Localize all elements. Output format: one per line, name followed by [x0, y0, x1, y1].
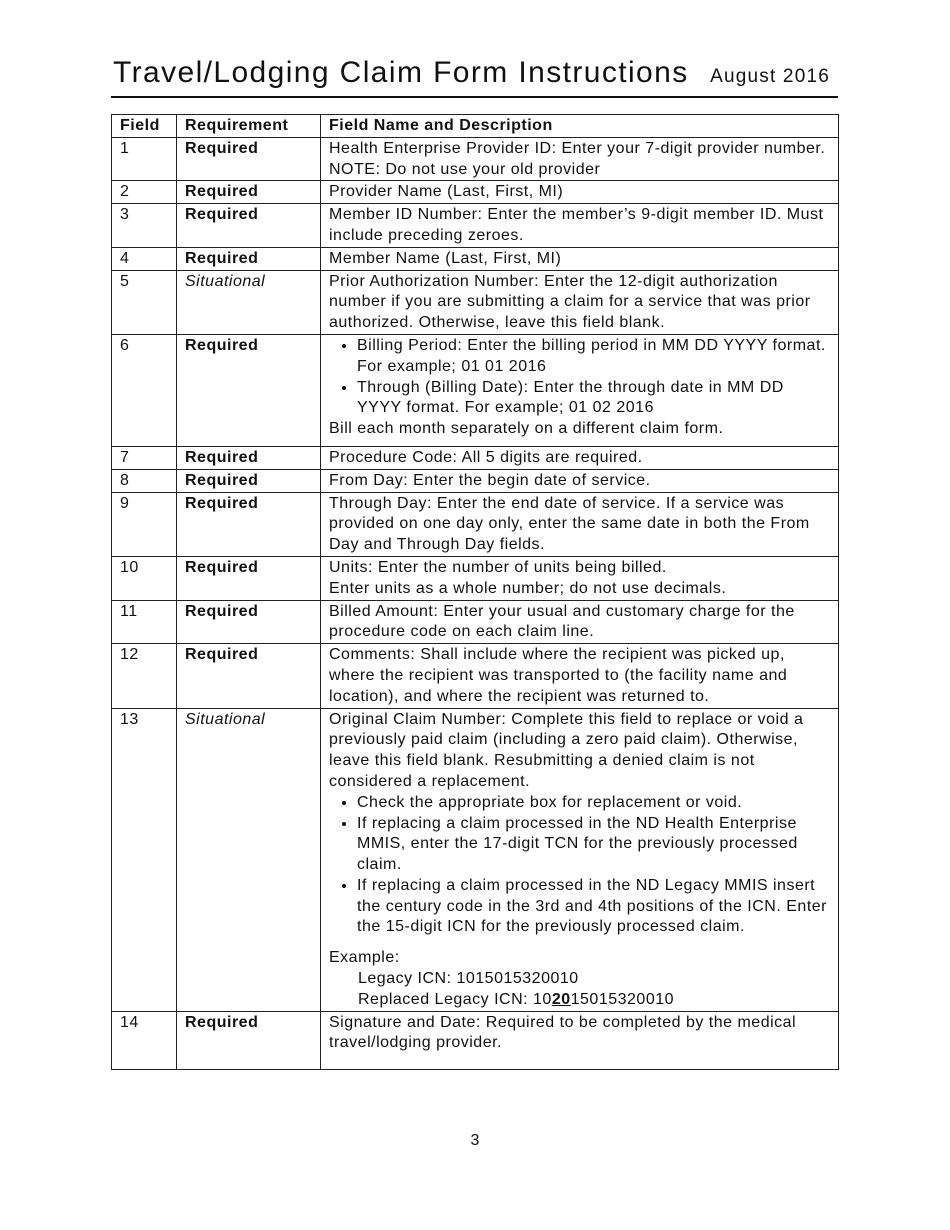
description-cell: [321, 708, 839, 1011]
field-number: 1: [112, 137, 177, 181]
field-number: 2: [112, 181, 177, 204]
table-row: [112, 469, 839, 492]
description-cell: Member ID Number: Enter the member’s 9-digit member ID. Must include preceding zeroes.: [321, 204, 839, 248]
description-cell: Through Day: Enter the end date of service. If a service was provided on one day only, enter the same date in both the From Day and Through Day fields.: [321, 492, 839, 556]
bullet-list: [329, 336, 830, 419]
description-cell: Health Enterprise Provider ID: Enter your 7-digit provider number. NOTE: Do not use your old provider: [321, 137, 839, 181]
field-number: 3: [112, 204, 177, 248]
page-header: [111, 56, 838, 98]
replaced-icn-example: [329, 990, 830, 1011]
requirement-cell: Required: [177, 181, 321, 204]
field-number: 5: [112, 270, 177, 334]
instructions-table: [111, 114, 839, 1070]
field-number: 10: [112, 556, 177, 600]
table-header-row: [112, 115, 839, 138]
description-cell: Signature and Date: Required to be completed by the medical travel/lodging provider.: [321, 1011, 839, 1069]
description-cell: Member Name (Last, First, MI): [321, 247, 839, 270]
requirement-cell: Required: [177, 469, 321, 492]
bullet-item: • If replacing a claim processed in the ND Legacy MMIS insert the century code in the 3rd and 4th positions of the ICN. Enter the 15-digit ICN for the previously processed claim.: [357, 876, 830, 938]
table-row: [112, 137, 839, 181]
description-cell: Billed Amount: Enter your usual and customary charge for the procedure code on each claim line.: [321, 600, 839, 644]
table-row: [112, 446, 839, 469]
table-row: [112, 708, 839, 1011]
description-line: Units: Enter the number of units being billed.: [329, 558, 667, 576]
table-row: [112, 181, 839, 204]
century-code: 20: [551, 990, 571, 1008]
requirement-cell: Required: [177, 600, 321, 644]
description-cell: Procedure Code: All 5 digits are required.: [321, 446, 839, 469]
field-number: 11: [112, 600, 177, 644]
column-header-description: Field Name and Description: [321, 115, 839, 138]
table-row: [112, 556, 839, 600]
description-cell: [321, 556, 839, 600]
description-cell: From Day: Enter the begin date of service.: [321, 469, 839, 492]
requirement-cell: Required: [177, 492, 321, 556]
table-row: [112, 492, 839, 556]
table-row: [112, 600, 839, 644]
requirement-cell: Required: [177, 334, 321, 446]
requirement-cell: Situational: [177, 270, 321, 334]
requirement-cell: Situational: [177, 708, 321, 1011]
table-row: [112, 270, 839, 334]
field-number: 8: [112, 469, 177, 492]
table-row: [112, 334, 839, 446]
bullet-item: • If replacing a claim processed in the ND Health Enterprise MMIS, enter the 17-digit TCN for the previously processed claim.: [357, 814, 830, 876]
replaced-icn-suffix: 15015320010: [570, 990, 675, 1008]
table-row: [112, 204, 839, 248]
field-number: 14: [112, 1011, 177, 1069]
bullet-item: • Through (Billing Date): Enter the through date in MM DD YYYY format. For example; 01 02 2016: [357, 378, 830, 420]
field-number: 6: [112, 334, 177, 446]
description-cell: Comments: Shall include where the recipient was picked up, where the recipient was transported to (the facility name and location), and where the recipient was returned to.: [321, 644, 839, 708]
requirement-cell: Required: [177, 644, 321, 708]
description-line: Enter units as a whole number; do not use decimals.: [329, 579, 727, 597]
legacy-icn-example: Legacy ICN: 1015015320010: [358, 970, 579, 988]
requirement-cell: Required: [177, 137, 321, 181]
field-number: 12: [112, 644, 177, 708]
field-number: 4: [112, 247, 177, 270]
page-number: 3: [470, 1132, 480, 1149]
replaced-icn-prefix: Replaced Legacy ICN: 10: [358, 990, 552, 1008]
field-number: 13: [112, 708, 177, 1011]
description-cell: Prior Authorization Number: Enter the 12-digit authorization number if you are submitting a claim for a service that was prior authorized. Otherwise, leave this field blank.: [321, 270, 839, 334]
column-header-requirement: Requirement: [177, 115, 321, 138]
field-number: 9: [112, 492, 177, 556]
requirement-cell: Required: [177, 1011, 321, 1069]
description-cell: Provider Name (Last, First, MI): [321, 181, 839, 204]
bullet-list: [329, 793, 830, 939]
requirement-cell: Required: [177, 556, 321, 600]
description-intro: Original Claim Number: Complete this field to replace or void a previously paid claim (including a zero paid claim). Otherwise, leave this field blank. Resubmitting a denied claim is not considered a replacement.: [329, 710, 804, 790]
document-title: Travel/Lodging Claim Form Instructions: [113, 56, 689, 89]
requirement-cell: Required: [177, 247, 321, 270]
description-note: Bill each month separately on a different claim form.: [329, 420, 724, 438]
requirement-cell: Required: [177, 204, 321, 248]
bullet-item: • Billing Period: Enter the billing period in MM DD YYYY format. For example; 01 01 2016: [357, 336, 830, 378]
requirement-cell: Required: [177, 446, 321, 469]
example-label: Example:: [329, 949, 400, 967]
field-number: 7: [112, 446, 177, 469]
table-row: [112, 1011, 839, 1069]
table-row: [112, 644, 839, 708]
document-date: August 2016: [710, 66, 830, 87]
description-cell: [321, 334, 839, 446]
bullet-item: • Check the appropriate box for replacement or void.: [357, 793, 830, 814]
column-header-field: Field: [112, 115, 177, 138]
table-row: [112, 247, 839, 270]
